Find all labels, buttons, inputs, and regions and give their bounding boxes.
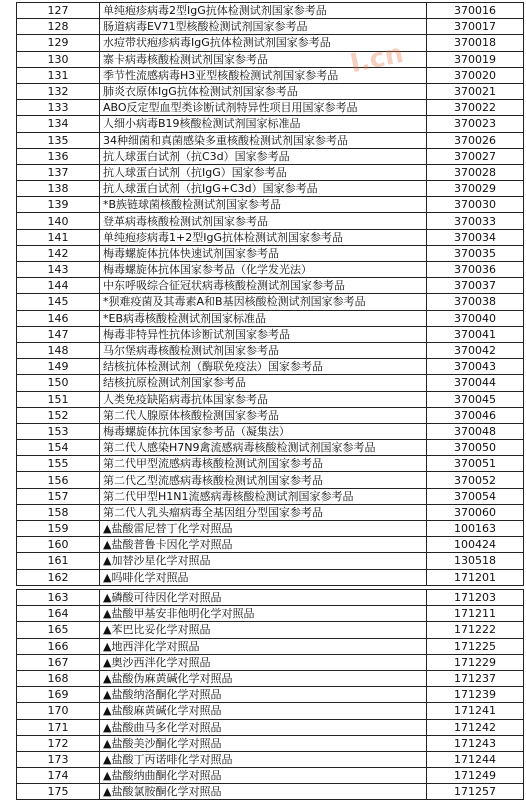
table-row <box>17 768 524 784</box>
row-number: 160 <box>17 537 100 553</box>
row-code: 171239 <box>427 687 524 703</box>
row-number: 144 <box>17 278 100 294</box>
row-code: 370054 <box>427 488 524 504</box>
row-number: 159 <box>17 521 100 537</box>
row-name: 梅毒螺旋体抗体国家参考品（凝集法） <box>100 423 427 439</box>
row-number: 147 <box>17 326 100 342</box>
row-name: 结核抗原检测试剂国家参考品 <box>100 375 427 391</box>
row-number: 143 <box>17 262 100 278</box>
row-name: ▲盐酸普鲁卡因化学对照品 <box>100 537 427 553</box>
row-number: 168 <box>17 670 100 686</box>
row-name: 水痘带状疱疹病毒IgG抗体检测试剂国家参考品 <box>100 35 427 51</box>
row-name: 寨卡病毒核酸检测试剂国家参考品 <box>100 51 427 67</box>
row-code: 370029 <box>427 181 524 197</box>
row-name: 登革病毒核酸检测试剂国家参考品 <box>100 213 427 229</box>
row-number: 150 <box>17 375 100 391</box>
row-name: 单纯疱疹病毒1+2型IgG抗体检测试剂国家参考品 <box>100 229 427 245</box>
row-code: 370018 <box>427 35 524 51</box>
row-code: 171257 <box>427 784 524 800</box>
table-row <box>17 654 524 670</box>
table-row <box>17 51 524 67</box>
row-name: 34种细菌和真菌感染多重核酸检测试剂国家参考品 <box>100 132 427 148</box>
row-name: 结核抗体检测试剂（酶联免疫法）国家参考品 <box>100 359 427 375</box>
table-row <box>17 488 524 504</box>
row-number: 128 <box>17 19 100 35</box>
row-number: 163 <box>17 590 100 606</box>
row-number: 130 <box>17 51 100 67</box>
table-row <box>17 116 524 132</box>
table-row <box>17 67 524 83</box>
row-name: *EB病毒核酸检测试剂国家标准品 <box>100 310 427 326</box>
row-code: 370043 <box>427 359 524 375</box>
watermark: I.cn <box>347 38 407 80</box>
table-row <box>17 569 524 585</box>
table-row <box>17 423 524 439</box>
row-name: 第二代人乳头瘤病毒全基因组分型国家参考品 <box>100 504 427 520</box>
row-code: 370052 <box>427 472 524 488</box>
row-name: ▲盐酸甲基安非他明化学对照品 <box>100 606 427 622</box>
row-number: 158 <box>17 504 100 520</box>
row-code: 171203 <box>427 590 524 606</box>
row-code: 370048 <box>427 423 524 439</box>
table-row <box>17 213 524 229</box>
table-row <box>17 100 524 116</box>
row-number: 132 <box>17 83 100 99</box>
row-code: 370044 <box>427 375 524 391</box>
table-row <box>17 622 524 638</box>
table-row <box>17 294 524 310</box>
row-number: 146 <box>17 310 100 326</box>
row-number: 172 <box>17 735 100 751</box>
row-code: 370040 <box>427 310 524 326</box>
row-number: 127 <box>17 3 100 19</box>
table-row <box>17 391 524 407</box>
row-name: 抗人球蛋白试剂（抗IgG）国家参考品 <box>100 164 427 180</box>
row-number: 141 <box>17 229 100 245</box>
row-code: 370034 <box>427 229 524 245</box>
row-code: 370045 <box>427 391 524 407</box>
row-code: 171229 <box>427 654 524 670</box>
row-code: 370027 <box>427 148 524 164</box>
row-code: 370042 <box>427 342 524 358</box>
table-row <box>17 148 524 164</box>
row-name: 第二代甲型流感病毒核酸检测试剂国家参考品 <box>100 456 427 472</box>
row-number: 139 <box>17 197 100 213</box>
table-row <box>17 407 524 423</box>
row-code: 370033 <box>427 213 524 229</box>
row-code: 370030 <box>427 197 524 213</box>
row-number: 131 <box>17 67 100 83</box>
row-code: 370046 <box>427 407 524 423</box>
row-number: 154 <box>17 440 100 456</box>
table-row <box>17 504 524 520</box>
row-name: 抗人球蛋白试剂（抗IgG+C3d）国家参考品 <box>100 181 427 197</box>
row-name: ▲盐酸丁丙诺啡化学对照品 <box>100 751 427 767</box>
row-name: ▲吗啡化学对照品 <box>100 569 427 585</box>
table-row <box>17 83 524 99</box>
row-name: ▲盐酸纳曲酮化学对照品 <box>100 768 427 784</box>
row-code: 370036 <box>427 262 524 278</box>
table-row <box>17 132 524 148</box>
row-number: 137 <box>17 164 100 180</box>
row-code: 370023 <box>427 116 524 132</box>
row-number: 167 <box>17 654 100 670</box>
row-number: 138 <box>17 181 100 197</box>
row-name: ▲盐酸美沙酮化学对照品 <box>100 735 427 751</box>
row-name: ▲磷酸可待因化学对照品 <box>100 590 427 606</box>
reference-table-bottom <box>16 589 524 800</box>
table-row <box>17 638 524 654</box>
row-number: 149 <box>17 359 100 375</box>
table-row <box>17 35 524 51</box>
row-code: 370038 <box>427 294 524 310</box>
row-code: 171201 <box>427 569 524 585</box>
row-name: ▲盐酸曲马多化学对照品 <box>100 719 427 735</box>
row-name: ▲加替沙星化学对照品 <box>100 553 427 569</box>
row-code: 171249 <box>427 768 524 784</box>
row-number: 157 <box>17 488 100 504</box>
row-name: 马尔堡病毒核酸检测试剂国家参考品 <box>100 342 427 358</box>
row-number: 151 <box>17 391 100 407</box>
row-name: ▲奥沙西泮化学对照品 <box>100 654 427 670</box>
table-row <box>17 375 524 391</box>
row-name: 第二代人腺原体核酸检测国家参考品 <box>100 407 427 423</box>
row-code: 130518 <box>427 553 524 569</box>
table-row <box>17 670 524 686</box>
row-number: 166 <box>17 638 100 654</box>
row-code: 171243 <box>427 735 524 751</box>
row-code: 171244 <box>427 751 524 767</box>
table-row <box>17 3 524 19</box>
row-code: 370051 <box>427 456 524 472</box>
table-row <box>17 164 524 180</box>
table-row <box>17 19 524 35</box>
row-number: 165 <box>17 622 100 638</box>
table-row <box>17 537 524 553</box>
row-name: ▲盐酸氯胺酮化学对照品 <box>100 784 427 800</box>
row-name: ABO反定型血型类诊断试剂特异性项目用国家参考品 <box>100 100 427 116</box>
table-row <box>17 197 524 213</box>
table-row <box>17 521 524 537</box>
row-number: 161 <box>17 553 100 569</box>
row-number: 140 <box>17 213 100 229</box>
table-row <box>17 703 524 719</box>
row-code: 370028 <box>427 164 524 180</box>
row-name: *B族链球菌核酸检测试剂国家参考品 <box>100 197 427 213</box>
table-row <box>17 342 524 358</box>
row-code: 370035 <box>427 245 524 261</box>
row-name: 梅毒非特异性抗体诊断试剂国家参考品 <box>100 326 427 342</box>
row-code: 171237 <box>427 670 524 686</box>
row-number: 142 <box>17 245 100 261</box>
row-number: 153 <box>17 423 100 439</box>
table-row <box>17 359 524 375</box>
row-name: 第二代乙型流感病毒核酸检测试剂国家参考品 <box>100 472 427 488</box>
row-name: 肺炎衣原体IgG抗体检测试剂国家参考品 <box>100 83 427 99</box>
row-name: 中东呼吸综合征冠状病毒核酸检测试剂国家参考品 <box>100 278 427 294</box>
row-name: 人细小病毒B19核酸检测试剂国家标准品 <box>100 116 427 132</box>
row-number: 134 <box>17 116 100 132</box>
row-name: 第二代甲型H1N1流感病毒核酸检测试剂国家参考品 <box>100 488 427 504</box>
table-row <box>17 784 524 800</box>
row-code: 370037 <box>427 278 524 294</box>
row-number: 162 <box>17 569 100 585</box>
row-name: *狈难疫菌及其毒素A和B基因核酸检测试剂国家参考品 <box>100 294 427 310</box>
row-code: 370021 <box>427 83 524 99</box>
row-name: 单纯疱疹病毒2型IgG抗体检测试剂国家参考品 <box>100 3 427 19</box>
row-code: 171242 <box>427 719 524 735</box>
table-row <box>17 181 524 197</box>
table-row <box>17 245 524 261</box>
row-code: 100424 <box>427 537 524 553</box>
row-number: 174 <box>17 768 100 784</box>
row-name: ▲盐酸雷尼替丁化学对照品 <box>100 521 427 537</box>
row-name: ▲地西泮化学对照品 <box>100 638 427 654</box>
row-number: 169 <box>17 687 100 703</box>
row-number: 148 <box>17 342 100 358</box>
table-row <box>17 326 524 342</box>
row-code: 370050 <box>427 440 524 456</box>
table-row <box>17 278 524 294</box>
table-row <box>17 440 524 456</box>
row-number: 156 <box>17 472 100 488</box>
row-name: ▲盐酸纳洛酮化学对照品 <box>100 687 427 703</box>
table-row <box>17 553 524 569</box>
row-number: 175 <box>17 784 100 800</box>
row-code: 370041 <box>427 326 524 342</box>
row-code: 171241 <box>427 703 524 719</box>
row-code: 370020 <box>427 67 524 83</box>
row-code: 370016 <box>427 3 524 19</box>
row-number: 135 <box>17 132 100 148</box>
table-row <box>17 606 524 622</box>
row-number: 164 <box>17 606 100 622</box>
row-code: 171225 <box>427 638 524 654</box>
row-number: 173 <box>17 751 100 767</box>
table-row <box>17 735 524 751</box>
row-name: 梅毒螺旋体抗体国家参考品（化学发光法） <box>100 262 427 278</box>
reference-table-top <box>16 2 524 586</box>
row-code: 370060 <box>427 504 524 520</box>
row-name: 第二代人感染H7N9禽流感病毒核酸检测试剂国家参考品 <box>100 440 427 456</box>
table-row <box>17 751 524 767</box>
row-name: 肠道病毒EV71型核酸检测试剂国家参考品 <box>100 19 427 35</box>
row-code: 171222 <box>427 622 524 638</box>
row-code: 370026 <box>427 132 524 148</box>
row-name: 梅毒螺旋体抗体快速试剂国家参考品 <box>100 245 427 261</box>
table-row <box>17 229 524 245</box>
row-number: 171 <box>17 719 100 735</box>
row-code: 370017 <box>427 19 524 35</box>
row-name: 抗人球蛋白试剂（抗C3d）国家参考品 <box>100 148 427 164</box>
row-number: 170 <box>17 703 100 719</box>
row-number: 133 <box>17 100 100 116</box>
row-name: ▲苯巴比妥化学对照品 <box>100 622 427 638</box>
row-name: ▲盐酸伪麻黄碱化学对照品 <box>100 670 427 686</box>
table-row <box>17 262 524 278</box>
row-name: ▲盐酸麻黄碱化学对照品 <box>100 703 427 719</box>
row-number: 152 <box>17 407 100 423</box>
row-name: 季节性流感病毒H3亚型核酸检测试剂国家参考品 <box>100 67 427 83</box>
table-row <box>17 310 524 326</box>
table-row <box>17 687 524 703</box>
row-number: 136 <box>17 148 100 164</box>
row-number: 145 <box>17 294 100 310</box>
row-code: 370019 <box>427 51 524 67</box>
table-row <box>17 472 524 488</box>
row-number: 129 <box>17 35 100 51</box>
row-code: 171211 <box>427 606 524 622</box>
row-name: 人类免疫缺陷病毒抗体国家参考品 <box>100 391 427 407</box>
table-row <box>17 719 524 735</box>
row-number: 155 <box>17 456 100 472</box>
table-row <box>17 590 524 606</box>
row-code: 370022 <box>427 100 524 116</box>
table-row <box>17 456 524 472</box>
row-code: 100163 <box>427 521 524 537</box>
